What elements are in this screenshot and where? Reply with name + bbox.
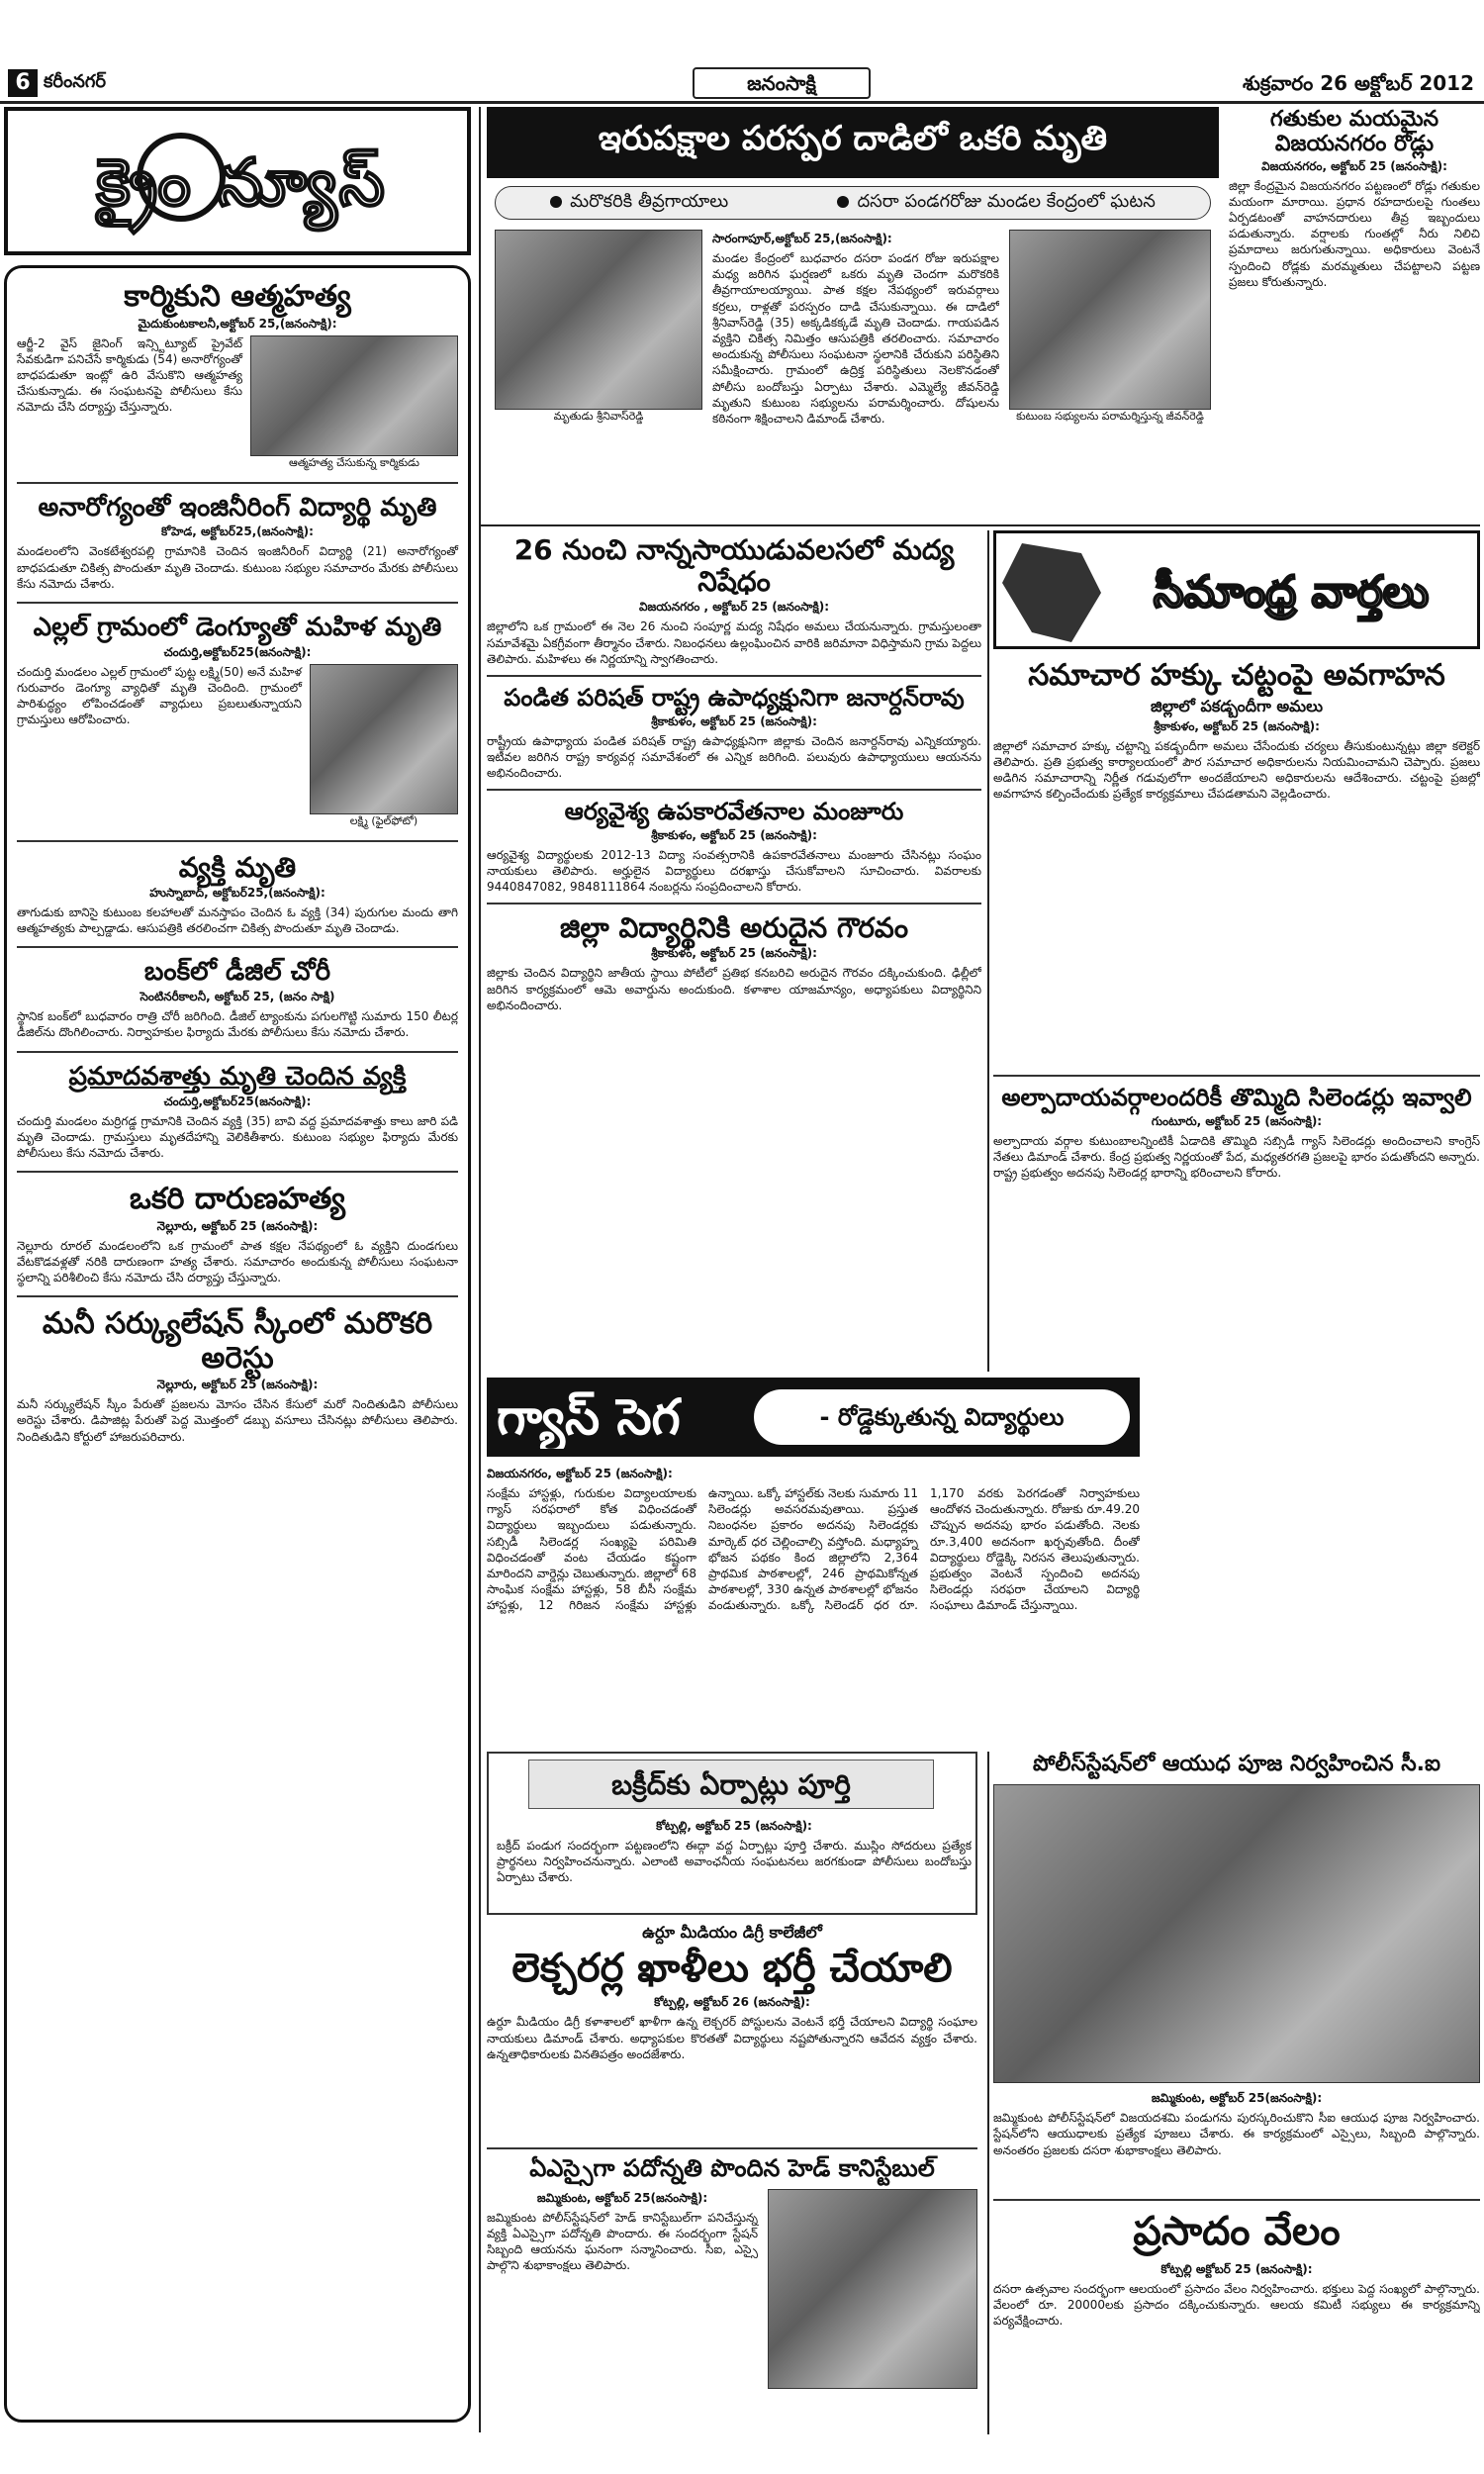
article-liquor-ban	[487, 534, 981, 667]
headline: ఎల్లల్ గ్రామంలో డెంగ్యూతో మహిళ మృతి	[33, 612, 442, 642]
divider	[17, 1171, 458, 1173]
dateline: కోట్పల్లి, అక్టోబర్ 25 (జనంసాక్షి):	[656, 1819, 812, 1833]
crime-news-column	[4, 107, 471, 2432]
headline: గతుకుల మయమైన విజయనగరం రోడ్లు	[1269, 107, 1439, 157]
crime-item-4	[17, 852, 458, 937]
lead-text	[712, 230, 999, 517]
dateline: కోట్పల్లి, అక్టోబర్ 26 (జనంసాక్షి):	[654, 1995, 810, 2010]
kicker: ఉర్దూ మీడియం డిగ్రీ కాలేజీలో	[642, 1924, 822, 1942]
roads-article	[1229, 107, 1480, 521]
lead-kickers	[495, 186, 1211, 220]
dateline: విజయనగరం , అక్టోబర్ 25 (జనంసాక్షి):	[639, 600, 829, 615]
headline: వ్యక్తి మృతి	[178, 850, 297, 884]
dateline: శ్రీకాకుళం, అక్టోబర్ 25 (జనంసాక్షి):	[651, 827, 817, 842]
article-body: చందుర్తి మండలం మర్రిగడ్డ గ్రామానికి చెందిన వ్యక్తి (35) బావి వద్ద ప్రమాదవశాత్తు కాలు జారి పడి మృతి చెందాడు. గ్రామస్తులు మృతదేహాన్ని వెలికితీశారు. కుటుంబ సభ్యుల ఫిర్యాదు మేరకు పోలీసులు కేసు నమోదు చేశారు.	[17, 1113, 458, 1160]
article-scholarships	[487, 799, 981, 895]
promotion-photo	[768, 2189, 977, 2389]
article-body: స్థానిక బంక్‌లో బుధవారం రాత్రి చోరీ జరిగింది. డీజిల్ ట్యాంకును పగులగొట్టి సుమారు 150 లీటర్ల డీజిల్‌ను దొంగిలించారు. నిర్వాహకుల ఫిర్యాదు మేరకు పోలీసులు కేసు నమోదు చేశారు.	[17, 1009, 458, 1040]
headline: ఆర్యవైశ్య ఉపకారవేతనాల మంజూరు	[564, 798, 904, 826]
headline: లెక్చరర్ల ఖాళీలు భర్తీ చేయాలి	[511, 1946, 953, 1992]
dateline: శ్రీకాకుళం, అక్టోబర్ 25 (జనంసాక్షి):	[651, 946, 817, 961]
gas-subtitle: - రోడ్డెక్కుతున్న విద్యార్థులు	[754, 1389, 1130, 1445]
dateline: చందుర్తి,అక్టోబర్25(జనంసాక్షి):	[163, 644, 312, 659]
dateline: జమ్మికుంట, అక్టోబర్ 25(జనంసాక్షి):	[536, 2190, 708, 2205]
dateline: కోహెడ, అక్టోబర్25,(జనంసాక్షి):	[161, 524, 314, 539]
headline: ఏఎస్సైగా పదోన్నతి పొందిన హెడ్ కానిస్టేబుల్	[529, 2154, 935, 2182]
headline: ప్రమాదవశాత్తు మృతి చెందిన వ్యక్తి	[68, 1061, 407, 1092]
article-body: జిల్లాకు చెందిన విద్యార్థిని జాతీయ స్థాయి పోటీలో ప్రతిభ కనబరిచి అరుదైన గౌరవం దక్కించుకుంది. ఢిల్లీలో జరిగిన కార్యక్రమంలో ఆమె అవార్డును అందుకుంది. కళాశాల యాజమాన్యం, అధ్యాపకులు విద్యార్థినిని అభినందించారు.	[487, 966, 981, 1012]
kicker-2: దసరా పండగరోజు మండల కేంద్రంలో ఘటన	[837, 191, 1155, 216]
article-body: నెల్లూరు రూరల్ మండలంలోని ఒక గ్రామంలో పాత కక్షల నేపథ్యంలో ఓ వ్యక్తిని దుండగులు వేటకొడవళ్లతో నరికి దారుణంగా హత్య చేశారు. సమాచారం అందుకున్న పోలీసులు సంఘటనా స్థలాన్ని పరిశీలించి కేసు నమోదు చేసి దర్యాప్తు చేస్తున్నారు.	[17, 1238, 458, 1285]
gas-section	[487, 1378, 1480, 1744]
cylinders-article	[993, 1075, 1480, 1372]
article-body: ఆర్యవైశ్య విద్యార్థులకు 2012-13 విద్యా సంవత్సరానికి ఉపకారవేతనాలు మంజూరు చేసినట్లు సంఘం నాయకులు తెలిపారు. అర్హులైన విద్యార్థులు దరఖాస్తు చేసుకోవాలని సూచించారు. వివరాలకు 9440847082, 9848111864 నంబర్లను సంప్రదించాలని కోరారు.	[487, 847, 981, 895]
dateline: హుస్నాబాద్, అక్టోబర్25,(జనంసాక్షి):	[149, 886, 325, 901]
divider	[487, 789, 981, 791]
headline: ఒకరి దారుణహత్య	[130, 1182, 345, 1217]
headline: సమాచార హక్కు చట్టంపై అవగాహన	[1028, 659, 1445, 693]
dateline: నెల్లూరు, అక్టోబర్ 25 (జనంసాక్షి):	[156, 1218, 319, 1233]
headline: మనీ సర్క్యులేషన్ స్కీంలో మరొకరి అరెస్టు	[42, 1306, 433, 1376]
middle-articles	[487, 534, 981, 1366]
divider	[487, 903, 981, 904]
masthead: జనంసాక్షి	[693, 67, 871, 99]
divider	[17, 482, 458, 484]
crime-item-8	[17, 1307, 458, 1445]
article-body: చందుర్తి మండలం ఎల్లల్ గ్రామంలో పుట్ట లక్ష్మి(50) అనే మహిళ గురువారం డెంగ్యూ వ్యాధితో మృతి చెందింది. గ్రామంలో పారిశుద్ధ్యం లోపించడంతో వ్యాధులు ప్రబలుతున్నాయని గ్రామస్తులు ఆరోపించారు.	[17, 664, 302, 727]
article-body: ఉర్దూ మీడియం డిగ్రీ కళాశాలలో ఖాళీగా ఉన్న లెక్చరర్ పోస్టులను వెంటనే భర్తీ చేయాలని విద్యార్థి సంఘాల నాయకులు డిమాండ్ చేశారు. అధ్యాపకుల కొరతతో విద్యార్థులు నష్టపోతున్నారని ఆవేదన వ్యక్తం చేశారు. ఉన్నతాధికారులకు వినతిపత్రం అందజేశారు.	[487, 2015, 977, 2061]
lead-photo-2	[1009, 230, 1211, 410]
column-rule	[987, 530, 989, 1372]
dateline: మైదుకుంటకాలనీ,అక్టోబర్ 25,(జనంసాక్షి):	[138, 316, 337, 331]
page-date: శుక్రవారం 26 అక్టోబర్ 2012	[1242, 71, 1474, 95]
divider	[17, 946, 458, 948]
divider	[17, 1295, 458, 1297]
article-body: బక్రీద్ పండుగ సందర్భంగా పట్టణంలోని ఈద్గా వద్ద ఏర్పాట్లు పూర్తి చేశారు. ముస్లిం సోదరులు ప్రత్యేక ప్రార్థనలు నిర్వహించనున్నారు. ఎలాంటి అవాంఛనీయ సంఘటనలు జరగకుండా పోలీసులు బందోబస్తు ఏర్పాటు చేశారు.	[497, 1839, 972, 1885]
photo-caption: ఆత్మహత్య చేసుకున్న కార్మికుడు	[289, 455, 419, 469]
seemandhra-banner	[993, 530, 1480, 649]
lead-photo-2-block	[1009, 230, 1211, 517]
article-body: ఆర్జీ-2 వైస్ జైనింగ్ ఇన్స్టిట్యూట్ ప్రైవేట్ సేవకుడిగా పనిచేసే కార్మికుడు (54) అనారోగ్యంతో బాధపడుతూ ఇంట్లో ఉరి వేసుకొని ఆత్మహత్య చేసుకున్నాడు. ఈ సంఘటనపై పోలీసులు కేసు నమోదు చేసి దర్యాప్తు చేస్తున్నారు.	[17, 335, 242, 415]
article-student-honour	[487, 912, 981, 1013]
photo-caption: మృతుడు శ్రీనివాస్‌రెడ్డి	[553, 410, 644, 423]
headline: ప్రసాదం వేలం	[1133, 2209, 1341, 2254]
article-body: జిల్లాలో సమాచార హక్కు చట్టాన్ని పకడ్బందీగా అమలు చేసేందుకు చర్యలు తీసుకుంటున్నట్లు జిల్లా కలెక్టర్ తెలిపారు. ప్రతి ప్రభుత్వ కార్యాలయంలో పౌర సమాచార అధికారులను నియమించామని చెప్పారు. ప్రజలు అడిగిన సమాచారాన్ని నిర్ణీత గడువులోగా అందజేయాలని అధికారులను ఆదేశించారు. చట్టంపై ప్రజల్లో అవగాహన కల్పించేందుకు ప్రత్యేక కార్యక్రమాలు చేపడతామని వెల్లడించారు.	[993, 738, 1480, 802]
lead-story	[487, 107, 1219, 521]
crime-news-banner	[4, 107, 471, 255]
gas-text-right	[1154, 1378, 1480, 1742]
dateline: విజయనగరం, అక్టోబర్ 25 (జనంసాక్షి):	[487, 1467, 673, 1480]
headline: అల్పాదాయవర్గాలందరికీ తొమ్మిది సిలెండర్లు ఇవ్వాలి	[1001, 1084, 1472, 1111]
article-body: మనీ సర్క్యులేషన్ స్కీం పేరుతో ప్రజలను మోసం చేసిన కేసులో మరో నిందితుడిని పోలీసులు అరెస్టు చేశారు. డిపాజిట్ల పేరుతో పెద్ద మొత్తంలో డబ్బు వసూలు చేసినట్లు పోలీసులు తెలిపారు. నిందితుడిని కోర్టులో హాజరుపరిచారు.	[17, 1397, 458, 1444]
article-body: రాష్ట్రీయ ఉపాధ్యాయ పండిత పరిషత్ రాష్ట్ర ఉపాధ్యక్షునిగా జిల్లాకు చెందిన జనార్దన్‌రావు ఎన్నికయ్యారు. ఇటీవల జరిగిన రాష్ట్ర కార్యవర్గ సమావేశంలో ఈ ఎన్నిక జరిగింది. పలువురు ఉపాధ్యాయులు ఆయనను అభినందించారు.	[487, 733, 981, 780]
dateline: విజయనగరం, అక్టోబర్ 25 (జనంసాక్షి):	[1261, 158, 1447, 173]
dateline: కోట్పల్లి అక్టోబర్ 25 (జనంసాక్షి):	[1160, 2262, 1313, 2276]
dateline: శ్రీకాకుళం, అక్టోబర్ 25 (జనంసాక్షి):	[1154, 718, 1320, 733]
bullet-icon	[837, 196, 849, 208]
bakrid-article	[487, 1752, 977, 1915]
lecturer-article	[487, 1924, 977, 2141]
headline: జిల్లా విద్యార్థినికి అరుదైన గౌరవం	[559, 911, 909, 945]
seemandhra-title: సీమాంధ్ర వార్తలు	[1153, 567, 1430, 618]
subhead: జిల్లాలో పకడ్బందీగా అమలు	[1150, 696, 1323, 715]
gas-title: గ్యాస్ సెగ	[497, 1388, 681, 1446]
headline: కార్మికుని ఆత్మహత్య	[124, 279, 351, 314]
dateline: శ్రీకాకుళం, అక్టోబర్ 25 (జనంసాక్షి):	[651, 714, 817, 728]
crime-item-6	[17, 1063, 458, 1161]
photo-caption: లక్ష్మి (ఫైల్‌ఫోటో)	[349, 813, 418, 827]
divider	[17, 602, 458, 604]
divider	[993, 1075, 1480, 1077]
prasadam-article	[993, 2199, 1480, 2434]
headline: పండిత పరిషత్ రాష్ట్ర ఉపాధ్యక్షునిగా జనార్దన్‌రావు	[504, 683, 965, 712]
bullet-icon	[550, 196, 562, 208]
gas-banner	[487, 1378, 1140, 1457]
state-map-icon	[1002, 543, 1101, 642]
photo-caption: కుటుంబ సభ్యులను పరామర్శిస్తున్న జీవన్‌రెడ్డి	[1016, 410, 1204, 423]
crosshair-icon	[137, 133, 226, 222]
crime-news-title: క్రైం న్యూస్	[96, 144, 387, 221]
crime-item-1	[17, 280, 458, 472]
page-header	[0, 65, 1484, 101]
lead-photo-1-block	[495, 230, 702, 507]
gas-text-left	[487, 1465, 1140, 1742]
crime-item-3	[17, 614, 458, 830]
headline: పోలీస్‌స్టేషన్‌లో ఆయుధ పూజ నిర్వహించిన సీ.ఐ	[1033, 1752, 1440, 1776]
seemandhra-section	[993, 530, 1480, 1065]
article-body: జిల్లా కేంద్రమైన విజయనగరం పట్టణంలో రోడ్లు గతుకుల మయంగా మారాయి. ప్రధాన రహదారులపై గుంతలు ఏర్పడటంతో వాహనదారులు తీవ్ర ఇబ్బందులు పడుతున్నారు. వర్షాలకు గుంతల్లో నీరు నిలిచి ప్రమాదాలు జరుగుతున్నాయి. అధికారులు వెంటనే స్పందించి రోడ్లకు మరమ్మతులు చేపట్టాలని పట్టణ ప్రజలు కోరుతున్నారు.	[1229, 178, 1480, 289]
article-body: మండల కేంద్రంలో బుధవారం దసరా పండగ రోజు ఇరుపక్షాల మధ్య జరిగిన ఘర్షణలో ఒకరు మృతి చెందగా మరొకరికి తీవ్రగాయాలయ్యాయి. పాత కక్షల నేపథ్యంలో ఇరువర్గాలు కర్రలు, రాళ్లతో పరస్పరం దాడి చేసుకున్నాయి. ఈ దాడిలో శ్రీనివాస్‌రెడ్డి (35) అక్కడికక్కడే మృతి చెందాడు. గాయపడిన వ్యక్తిని చికిత్స నిమిత్తం ఆసుపత్రికి తరలించారు. సమాచారం అందుకున్న పోలీసులు సంఘటనా స్థలానికి చేరుకుని పరిస్థితిని సమీక్షించారు. గ్రామంలో ఉద్రిక్త పరిస్థితులు నెలకొనడంతో పోలీసు బందోబస్తు ఏర్పాటు చేశారు. ఎమ్మెల్యే జీవన్‌రెడ్డి మృతుని కుటుంబ సభ్యులను పరామర్శించారు. దోషులను కఠినంగా శిక్షించాలని డిమాండ్ చేశారు.	[712, 251, 999, 426]
page-number: 6	[8, 69, 38, 97]
section-label: కరీంనగర్	[44, 71, 106, 92]
section-rule	[481, 524, 1480, 526]
article-body: తాగుడుకు బానిసై కుటుంబ కలహాలతో మనస్తాపం చెందిన ఓ వ్యక్తి (34) పురుగుల మందు తాగి ఆత్మహత్యకు పాల్పడ్డాడు. ఆసుపత్రికి తరలించగా చికిత్స పొందుతూ మృతి చెందాడు.	[17, 905, 458, 936]
column-rule	[987, 1752, 989, 2434]
header-rule	[0, 101, 1484, 104]
article-body: అల్పాదాయ వర్గాల కుటుంబాలన్నింటికీ ఏడాదికి తొమ్మిది సబ్సిడీ గ్యాస్ సిలెండర్లు అందించాలని కాంగ్రెస్ నేతలు డిమాండ్ చేశారు. కేంద్ర ప్రభుత్వ నిర్ణయంతో పేద, మధ్యతరగతి ప్రజలపై భారం పడుతోందని అన్నారు. రాష్ట్ర ప్రభుత్వం అదనపు సిలెండర్ల భారాన్ని భరించాలని కోరారు.	[993, 1133, 1480, 1180]
crime-item-5	[17, 958, 458, 1040]
article-body: సంక్షేమ హాస్టళ్లు, గురుకుల విద్యాలయాలకు గ్యాస్ సరఫరాలో కోత విధించడంతో విద్యార్థులు ఇబ్బందులు పడుతున్నారు. సబ్సిడీ సిలెండర్ల సంఖ్యపై పరిమితి విధించడంతో వంట చేయడం కష్టంగా మారిందని వార్డెన్లు చెబుతున్నారు. జిల్లాలో 68 సాంఘిక సంక్షేమ హాస్టళ్లు, 58 బీసీ సంక్షేమ హాస్టళ్లు, 12 గిరిజన సంక్షేమ హాస్టళ్లు ఉన్నాయి. ఒక్కో హాస్టల్‌కు నెలకు సుమారు 11 సిలెండర్లు అవసరమవుతాయి. ప్రస్తుత నిబంధనల ప్రకారం అదనపు సిలెండర్లకు మార్కెట్ ధర చెల్లించాల్సి వస్తోంది. మధ్యాహ్న భోజన పథకం కింద జిల్లాలోని 2,364 ప్రాథమిక పాఠశాలల్లో, 246 ప్రాథమికోన్నత పాఠశాలల్లో, 330 ఉన్నత పాఠశాలల్లో భోజనం వండుతున్నారు. ఒక్కో సిలెండర్ ధర రూ. 1,170 వరకు పెరగడంతో నిర్వాహకులు ఆందోళన చెందుతున్నారు. రోజుకు రూ.49.20 చొప్పున అదనపు భారం పడుతోంది. నెలకు రూ.3,400 అదనంగా ఖర్చవుతోంది. దీంతో విద్యార్థులు రోడ్డెక్కి నిరసన తెలుపుతున్నారు. ప్రభుత్వం వెంటనే స్పందించి అదనపు సిలెండర్లు సరఫరా చేయాలని విద్యార్థి సంఘాలు డిమాండ్ చేస్తున్నాయి.	[487, 1486, 1140, 1613]
dateline: సెంటినరీకాలనీ, అక్టోబర్ 25, (జనం సాక్షి)	[139, 990, 335, 1004]
article-body: దసరా ఉత్సవాల సందర్భంగా ఆలయంలో ప్రసాదం వేలం నిర్వహించారు. భక్తులు పెద్ద సంఖ్యలో పాల్గొన్నారు. వేలంలో రూ. 20000లకు ప్రసాదం దక్కించుకున్నారు. ఆలయ కమిటీ సభ్యులు ఈ కార్యక్రమాన్ని పర్యవేక్షించారు.	[993, 2282, 1480, 2329]
portrait-photo	[310, 664, 458, 814]
article-body: జమ్మికుంట పోలీస్‌స్టేషన్‌లో హెడ్ కానిస్టేబుల్‌గా పనిచేస్తున్న వ్యక్తి ఏఎస్సైగా పదోన్నతి పొందారు. ఈ సందర్భంగా స్టేషన్ సిబ్బంది ఆయనను ఘనంగా సన్మానించారు. సీఐ, ఎస్సై పాల్గొని శుభాకాంక్షలు తెలిపారు.	[487, 2210, 758, 2273]
crime-news-box	[4, 265, 471, 2423]
lead-photo-1	[495, 230, 702, 410]
dateline: గుంటూరు, అక్టోబర్ 25 (జనంసాక్షి):	[1151, 1113, 1323, 1128]
lead-headline: ఇరుపక్షాల పరస్పర దాడిలో ఒకరి మృతి	[487, 107, 1219, 178]
divider	[487, 675, 981, 677]
rti-article	[993, 659, 1480, 1055]
dateline: నెల్లూరు, అక్టోబర్ 25 (జనంసాక్షి):	[156, 1378, 319, 1392]
article-body: జమ్మికుంట పోలీస్‌స్టేషన్‌లో విజయదశమి పండుగను పురస్కరించుకొని సీఐ ఆయుధ పూజ నిర్వహించారు. స్టేషన్‌లోని ఆయుధాలకు ప్రత్యేక పూజలు చేశారు. ఈ కార్యక్రమంలో ఎస్సైలు, సిబ్బంది పాల్గొన్నారు. అనంతరం ప్రజలకు దసరా శుభాకాంక్షలు తెలిపారు.	[993, 2111, 1480, 2157]
article-body: జిల్లాలోని ఒక గ్రామంలో ఈ నెల 26 నుంచి సంపూర్ణ మద్య నిషేధం అమలు చేయనున్నారు. గ్రామస్తులంతా సమావేశమై ఏకగ్రీవంగా తీర్మానం చేశారు. నిబంధనలు ఉల్లంఘించిన వారికి జరిమానా విధిస్తామని గ్రామ పెద్దలు తెలిపారు. మహిళలు ఈ నిర్ణయాన్ని స్వాగతించారు.	[487, 619, 981, 666]
article-photo	[250, 335, 458, 456]
article-body: మండలంలోని వెంకటేశ్వరపల్లి గ్రామానికి చెందిన ఇంజినీరింగ్ విద్యార్థి (21) అనారోగ్యంతో బాధపడుతూ చికిత్స పొందుతూ మృతి చెందాడు. కుటుంబ సభ్యుల సమాచారం మేరకు పోలీసులు కేసు నమోదు చేశారు.	[17, 544, 458, 591]
promotion-article	[487, 2147, 977, 2434]
crime-item-7	[17, 1183, 458, 1285]
dateline: సారంగాపూర్,అక్టోబర్ 25,(జనంసాక్షి):	[712, 232, 892, 245]
column-rule	[479, 107, 481, 2432]
headline: అనారోగ్యంతో ఇంజినీరింగ్ విద్యార్థి మృతి	[38, 492, 437, 523]
headline: 26 నుంచి నాన్నసాయుడువలసలో మద్య నిషేధం	[513, 534, 955, 599]
article-pandita-parishat	[487, 685, 981, 781]
police-article	[993, 1752, 1480, 2187]
headline: బక్రీద్‌కు ఏర్పాట్లు పూర్తి	[528, 1760, 934, 1809]
headline: బంక్‌లో డీజిల్ చోరీ	[143, 957, 331, 988]
divider	[17, 840, 458, 842]
dateline: జమ్మికుంట, అక్టోబర్ 25(జనంసాక్షి):	[1151, 2091, 1323, 2106]
kicker-1: మరొకరికి తీవ్రగాయాలు	[550, 191, 728, 216]
bakrid-text	[497, 1817, 972, 1911]
divider	[993, 2199, 1480, 2201]
police-photo	[993, 1784, 1480, 2083]
crime-item-2	[17, 494, 458, 592]
divider	[17, 1051, 458, 1053]
dateline: చందుర్తి,అక్టోబర్25(జనంసాక్షి):	[163, 1094, 312, 1108]
divider	[487, 2147, 977, 2149]
